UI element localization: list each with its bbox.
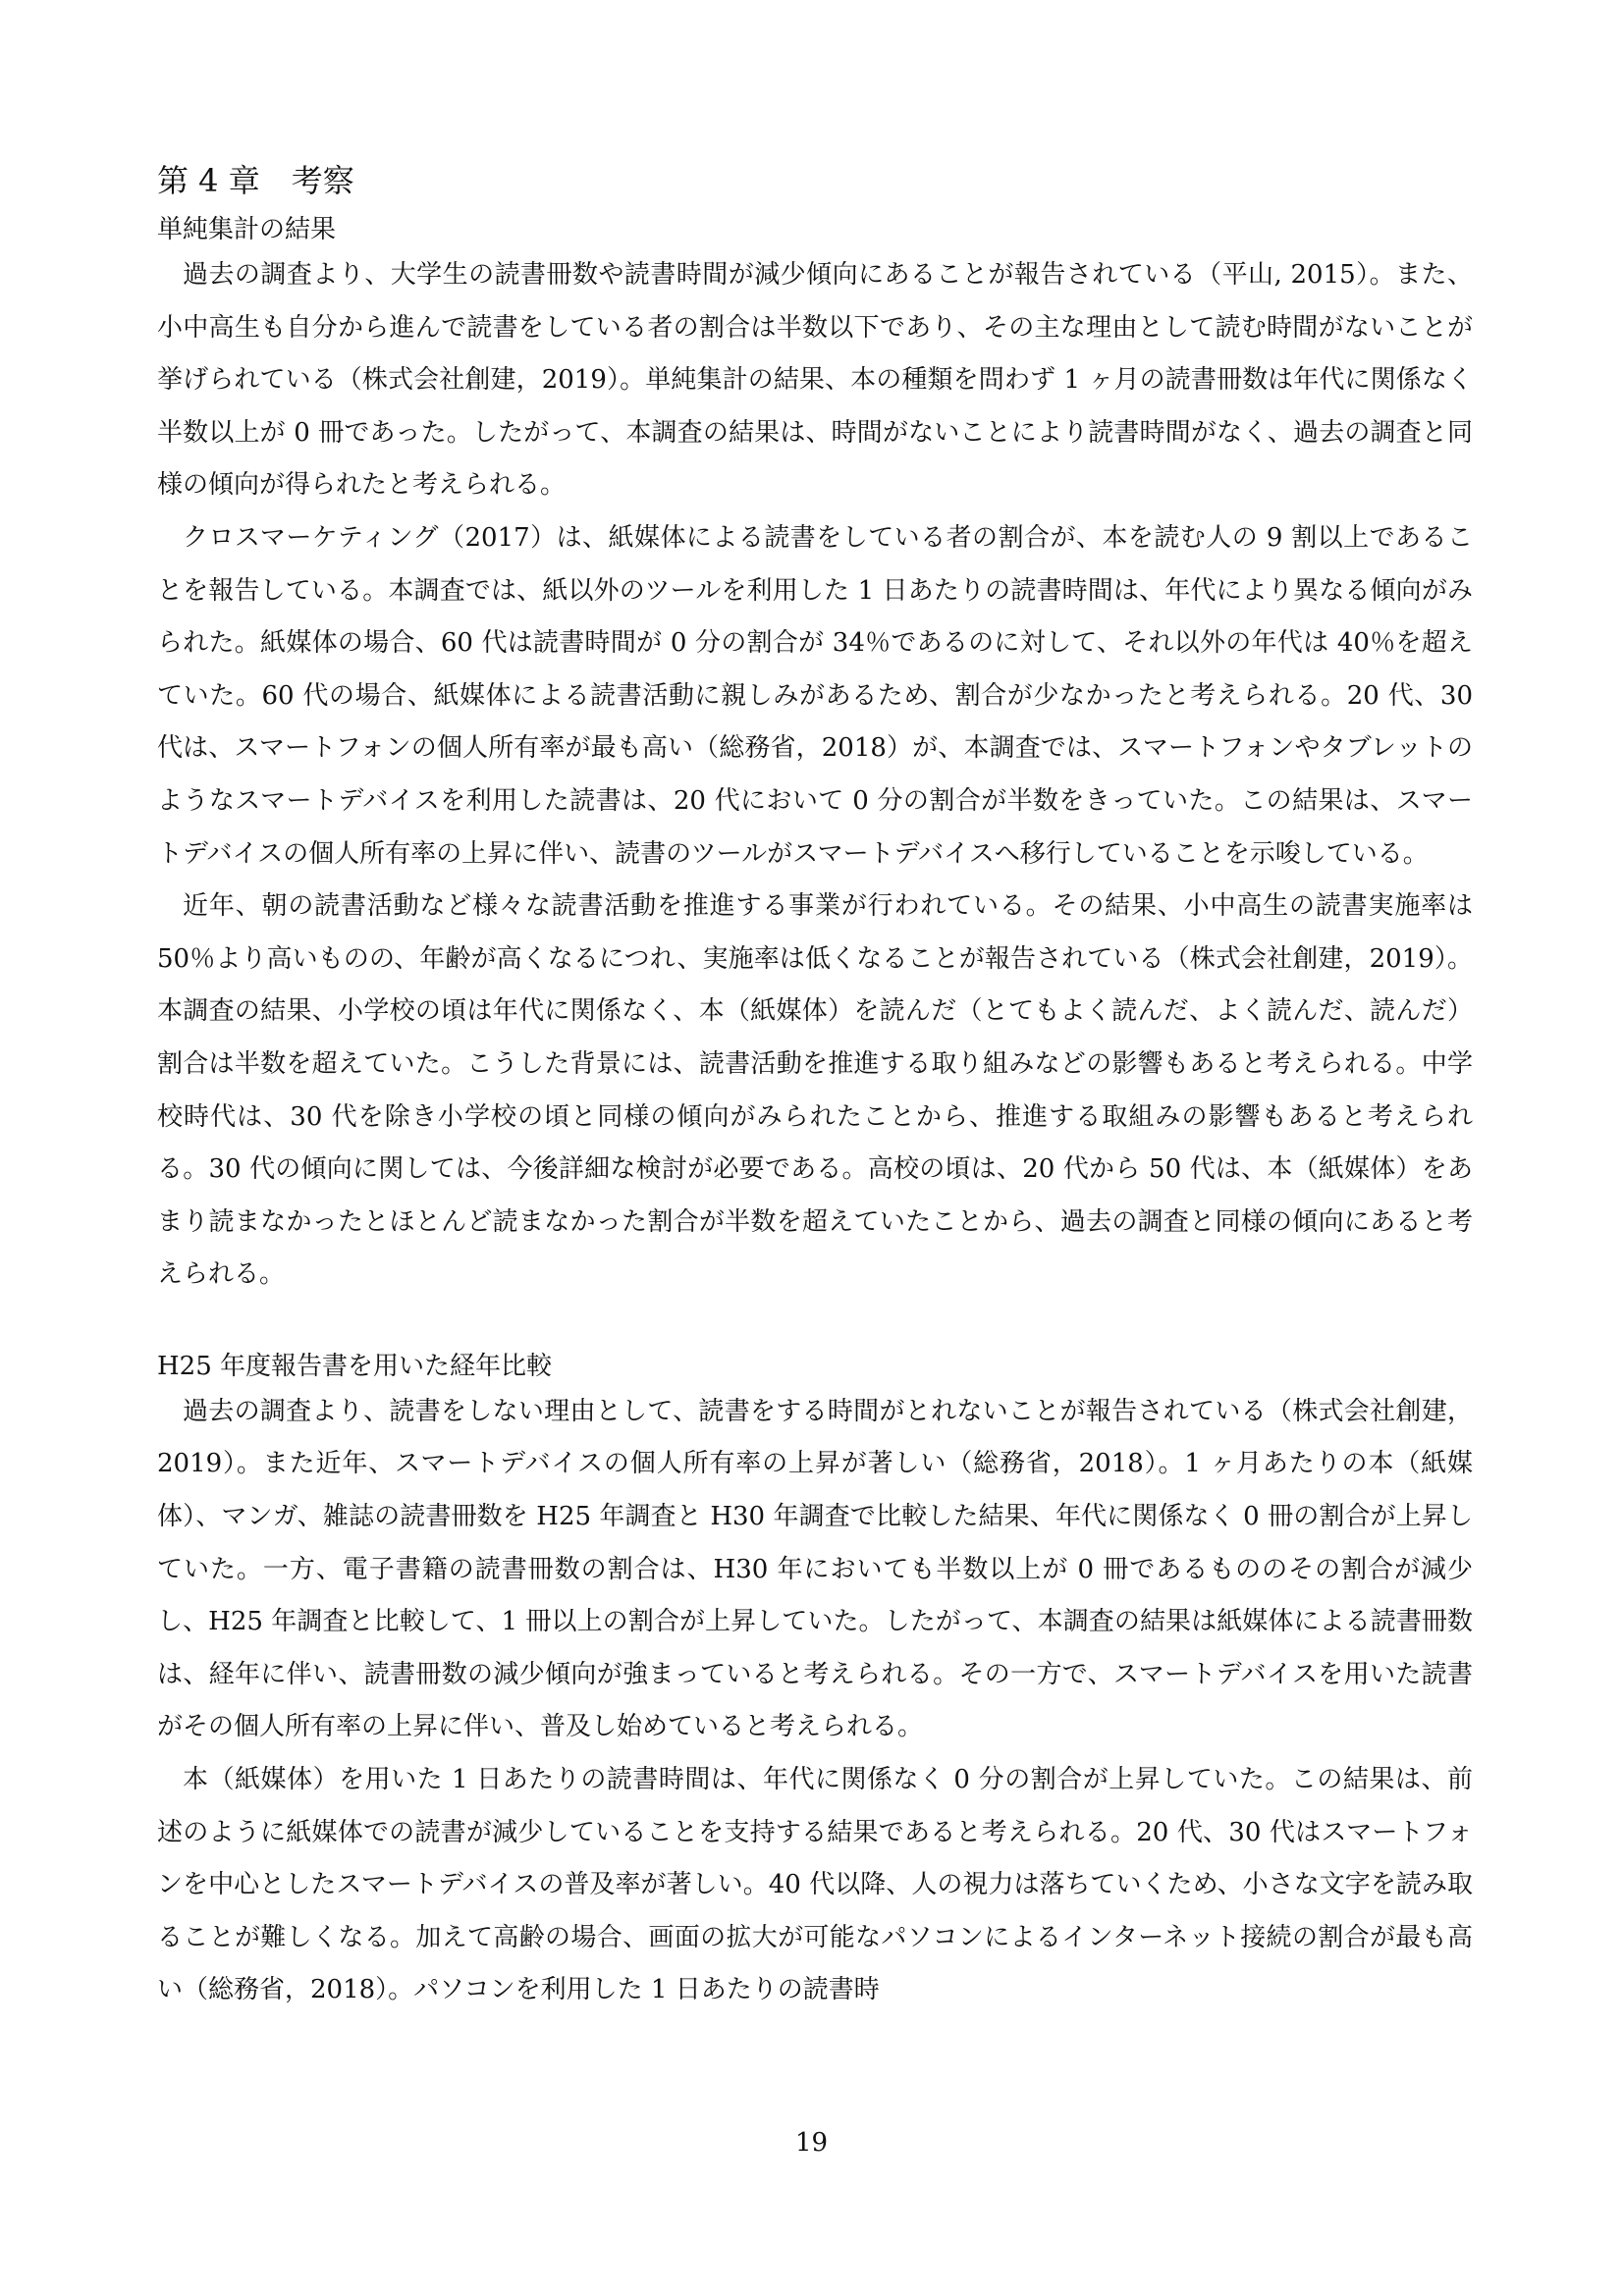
chapter-title: 第 4 章 考察 (157, 162, 354, 199)
page-number: 19 (794, 2128, 829, 2158)
page-content (157, 159, 1473, 2017)
section-heading: 単純集計の結果 (157, 215, 337, 244)
paragraph: 過去の調査より、大学生の読書冊数や読書時間が減少傾向にあることが報告されている（平山, 2015）。また、小中高生も自分から進んで読書をしている者の割合は半数以下であり、その主な理由として読む時間がないことが挙げられている（株式会社創建，2019）。単純集計の結果、本の種類を問わず 1 ヶ月の読書冊数は年代に関係なく半数以上が 0 冊であった。したがって、本調査の結果は、時間がないことにより読書時間がなく、過去の調査と同様の傾向が得られたと考えられる。 (157, 260, 1473, 501)
paragraph: 過去の調査より、読書をしない理由として、読書をする時間がとれないことが報告されている（株式会社創建，2019）。また近年、スマートデバイスの個人所有率の上昇が著しい（総務省，2018）。1 ヶ月あたりの本（紙媒体）、マンガ、雑誌の読書冊数を H25 年調査と H30 年調査で比較した結果、年代に関係なく 0 冊の割合が上昇していた。一方、電子書籍の読書冊数の割合は、H30 年においても半数以上が 0 冊であるもののその割合が減少し、H25 年調査と比較して、1 冊以上の割合が上昇していた。したがって、本調査の結果は紙媒体による読書冊数は、経年に伴い、読書冊数の減少傾向が強まっていると考えられる。その一方で、スマートデバイスを用いた読書がその個人所有率の上昇に伴い、普及し始めていると考えられる。 (157, 1396, 1473, 1742)
paragraph: 近年、朝の読書活動など様々な読書活動を推進する事業が行われている。その結果、小中高生の読書実施率は 50％より高いものの、年齢が高くなるにつれ、実施率は低くなることが報告されている（株式会社創建，2019）。本調査の結果、小学校の頃は年代に関係なく、本（紙媒体）を読んだ（とてもよく読んだ、よく読んだ、読んだ）割合は半数を超えていた。こうした背景には、読書活動を推進する取り組みなどの影響もあると考えられる。中学校時代は、30 代を除き小学校の頃と同様の傾向がみられたことから、推進する取組みの影響もあると考えられる。30 代の傾向に関しては、今後詳細な検討が必要である。高校の頃は、20 代から 50 代は、本（紙媒体）をあまり読まなかったとほとんど読まなかった割合が半数を超えていたことから、過去の調査と同様の傾向にあると考えられる。 (157, 891, 1473, 1290)
section-spacer (157, 1302, 1473, 1349)
paragraph: 本（紙媒体）を用いた 1 日あたりの読書時間は、年代に関係なく 0 分の割合が上昇していた。この結果は、前述のように紙媒体での読書が減少していることを支持する結果であると考えられる。20 代、30 代はスマートフォンを中心としたスマートデバイスの普及率が著しい。40 代以降、人の視力は落ちていくため、小さな文字を読み取ることが難しくなる。加えて高齢の場合、画面の拡大が可能なパソコンによるインターネット接続の割合が最も高い（総務省，2018）。パソコンを利用した 1 日あたりの読書時 (157, 1765, 1473, 2005)
section-heading: H25 年度報告書を用いた経年比較 (157, 1351, 553, 1381)
section-simple-tabulation (157, 212, 1473, 1302)
section-yearly-comparison (157, 1349, 1473, 2017)
paragraph: クロスマーケティング（2017）は、紙媒体による読書をしている者の割合が、本を読む人の 9 割以上であることを報告している。本調査では、紙以外のツールを利用した 1 日あたりの読書時間は、年代により異なる傾向がみられた。紙媒体の場合、60 代は読書時間が 0 分の割合が 34％であるのに対して、それ以外の年代は 40％を超えていた。60 代の場合、紙媒体による読書活動に親しみがあるため、割合が少なかったと考えられる。20 代、30 代は、スマートフォンの個人所有率が最も高い（総務省，2018）が、本調査では、スマートフォンやタブレットのようなスマートデバイスを利用した読書は、20 代において 0 分の割合が半数をきっていた。この結果は、スマートデバイスの個人所有率の上昇に伴い、読書のツールがスマートデバイスへ移行していることを示唆している。 (157, 522, 1473, 869)
